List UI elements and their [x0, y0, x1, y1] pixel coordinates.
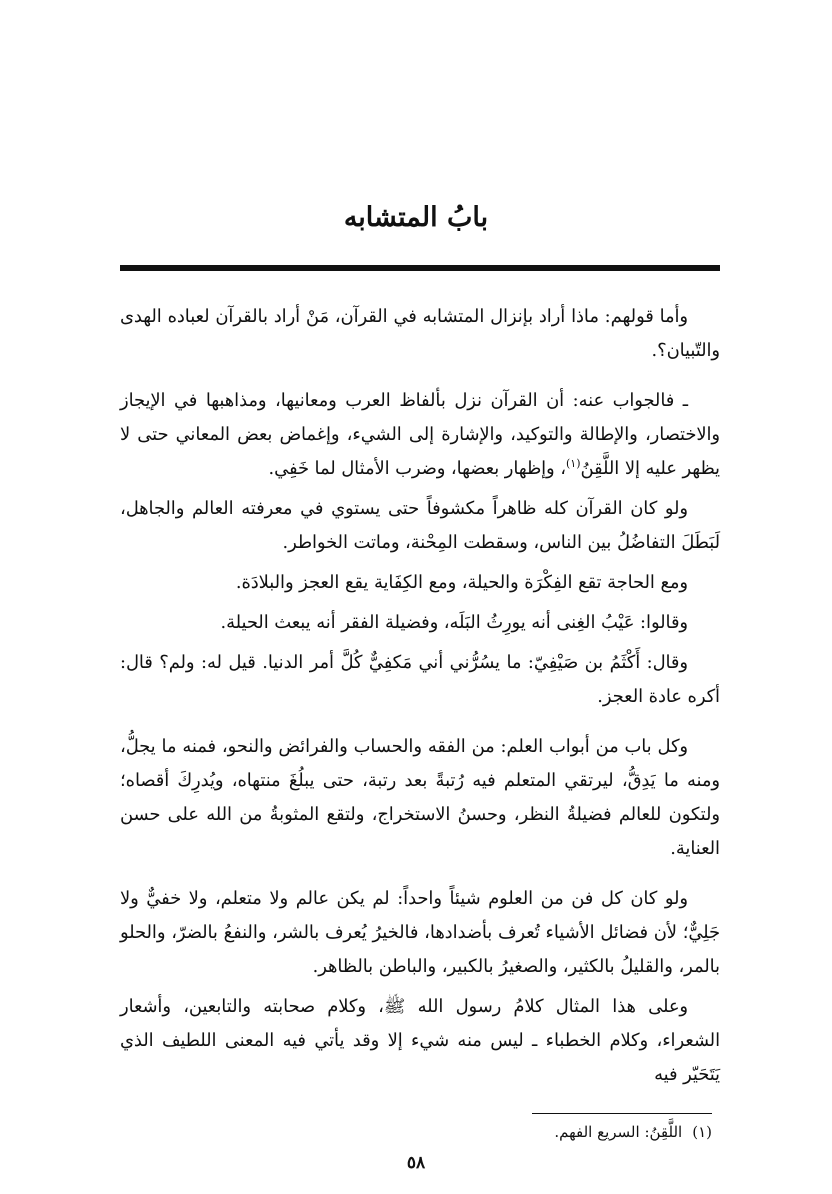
footnote-text: اللَّقِنُ: السريع الفهم.: [554, 1123, 683, 1141]
paragraph-3: ولو كان القرآن كله ظاهراً مكشوفاً حتى يستوي في معرفته العالم والجاهل، لَبَطَلَ التفاضُلُ بين الناس، وسقطت المِحْنة، وماتت الخواطر.: [120, 499, 720, 553]
footnote-rule: [532, 1113, 712, 1114]
paragraph-4: ومع الحاجة تقع الفِكْرَة والحيلة، ومع الكِفَاية يقع العجز والبلادَة.: [235, 573, 688, 593]
paragraph-9: وعلى هذا المثال كلامُ رسول الله ﷺ، وكلام صحابته والتابعين، وأشعار الشعراء، وكلام الخطباء ـ ليس منه شيء إلا وقد يأتي فيه المعنى اللطيف الذي يَتَحَيّر فيه: [120, 997, 720, 1085]
footnote: [112, 1120, 712, 1144]
paragraph-5: وقالوا: عَيْبُ الغِنى أنه يورِثُ البَلَه، وفضيلة الفقر أنه يبعث الحيلة.: [220, 613, 688, 633]
footnote-number: (١): [692, 1123, 712, 1141]
page-number: ٥٨: [406, 1153, 426, 1173]
paragraph-7: وكل باب من أبواب العلم: من الفقه والحساب والفرائض والنحو، فمنه ما يجلُّ، ومنه ما يَدِقُّ، ليرتقي المتعلم فيه رُتبةً بعد رتبة، حتى يبلُغَ منتهاه، ويُدرِكَ أقصاه؛ ولتكون للعالم فضيلةُ النظر، وحسنُ الاستخراج، ولتقع المثوبةُ من الله على حسن العناية.: [120, 737, 720, 859]
title-rule: [120, 265, 720, 271]
paragraph-6: وقال: أَكْثَمُ بن صَيْفِيّ: ما يسُرُّني أني مَكفِيٌّ كُلَّ أمر الدنيا. قيل له: ولم؟ قال: أكره عادة العجز.: [120, 653, 720, 707]
paragraph-8: ولو كان كل فن من العلوم شيئاً واحداً: لم يكن عالم ولا متعلم، ولا خفيٌّ ولا جَلِيٌّ؛ لأن فضائل الأشياء تُعرف بأضدادها، فالخيرُ يُعرف بالشر، والنفعُ بالضرّ، والحلو بالمر، والقليلُ بالكثير، والصغيرُ بالكبير، والباطن بالظاهر.: [120, 889, 720, 977]
paragraph-1: وأما قولهم: ماذا أراد بإنزال المتشابه في القرآن، مَنْ أراد بالقرآن لعباده الهدى والتّبيان؟.: [120, 307, 720, 361]
chapter-title: بابُ المتشابه: [343, 202, 489, 233]
paragraph-2-tail: ، وإظهار بعضها، وضرب الأمثال لما خَفِي.: [268, 459, 566, 479]
footnote-reference: (١): [565, 457, 581, 471]
paragraph-2: [120, 384, 720, 486]
body-text: [120, 300, 720, 1098]
paragraph-2-text: ـ فالجواب عنه: أن القرآن نزل بألفاظ العرب ومعانيها، ومذاهبها في الإيجاز والاختصار، والإطالة والتوكيد، والإشارة إلى الشيء، وإغماض بعض المعاني حتى لا يظهر عليه إلا اللَّقِنُ: [120, 391, 720, 479]
